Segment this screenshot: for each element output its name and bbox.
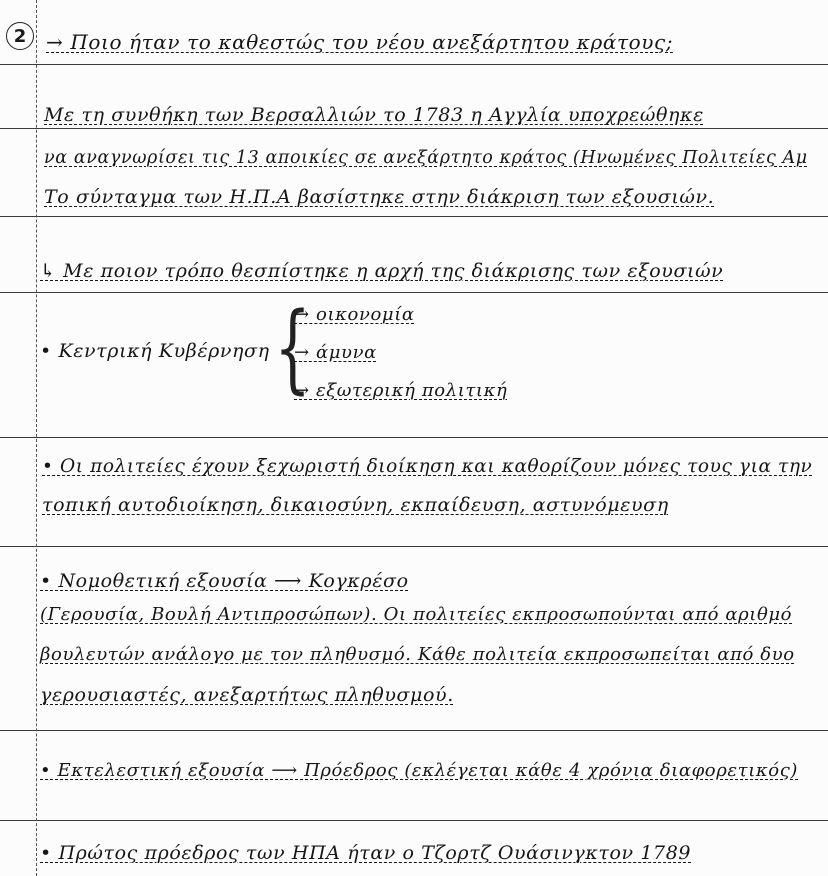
central-gov-item-economy: → οικονομία — [294, 304, 415, 325]
ruled-line — [0, 292, 828, 293]
legislative-line-1: • Νομοθετική εξουσία ⟶ Κογκρέσο — [40, 570, 409, 592]
question-number: 2 — [6, 22, 34, 50]
paragraph1-line-1: Με τη συνθήκη των Βερσαλλιών το 1783 η Αγγλία υποχρεώθηκε — [44, 104, 704, 126]
legislative-line-3: βουλευτών ανάλογο με τον πληθυσμό. Κάθε πολιτεία εκπροσωπείται από δυο — [40, 644, 795, 665]
central-gov-item-defense: → άμυνα — [294, 342, 377, 363]
legislative-line-4: γερουσιαστές, ανεξαρτήτως πληθυσμού. — [40, 684, 454, 706]
central-gov-item-foreign-policy: → εξωτερική πολιτική — [294, 380, 508, 401]
legislative-line-2: (Γερουσία, Βουλή Αντιπροσώπων). Οι πολιτείες εκπροσωπούνται από αριθμό — [40, 604, 793, 625]
executive-line: • Εκτελεστική εξουσία ⟶ Πρόεδρος (εκλέγεται κάθε 4 χρόνια διαφορετικός) — [40, 760, 799, 781]
question-text: → Ποιο ήταν το καθεστώς του νέου ανεξάρτητου κράτους; — [46, 30, 674, 54]
ruled-line — [0, 730, 828, 731]
ruled-line — [0, 128, 828, 129]
paragraph1-line-2: να αναγνωρίσει τις 13 αποικίες σε ανεξάρτητο κράτος (Ηνωμένες Πολιτείες Αμ — [44, 148, 808, 168]
paragraph1-line-3: Το σύνταγμα των Η.Π.Α βασίστηκε στην διάκριση των εξουσιών. — [44, 186, 715, 208]
curly-brace-icon: { — [274, 292, 311, 404]
subquestion: ↳ Με ποιον τρόπο θεσπίστηκε η αρχή της διάκρισης των εξουσιών — [40, 260, 724, 282]
ruled-line — [0, 820, 828, 821]
ruled-line — [0, 546, 828, 547]
ruled-line — [0, 437, 828, 438]
margin-line — [36, 0, 37, 876]
first-president-line: • Πρώτος πρόεδρος των ΗΠΑ ήταν ο Τζορτζ Ουάσινγκτον 1789 — [40, 842, 692, 864]
ruled-line — [0, 216, 828, 217]
states-line-1: • Οι πολιτείες έχουν ξεχωριστή διοίκηση και καθορίζουν μόνες τους για την — [42, 456, 813, 477]
states-line-2: τοπική αυτοδιοίκηση, δικαιοσύνη, εκπαίδευση, αστυνόμευση — [42, 494, 669, 516]
central-government-label: • Κεντρική Κυβέρνηση — [40, 340, 270, 362]
ruled-line — [0, 64, 828, 65]
